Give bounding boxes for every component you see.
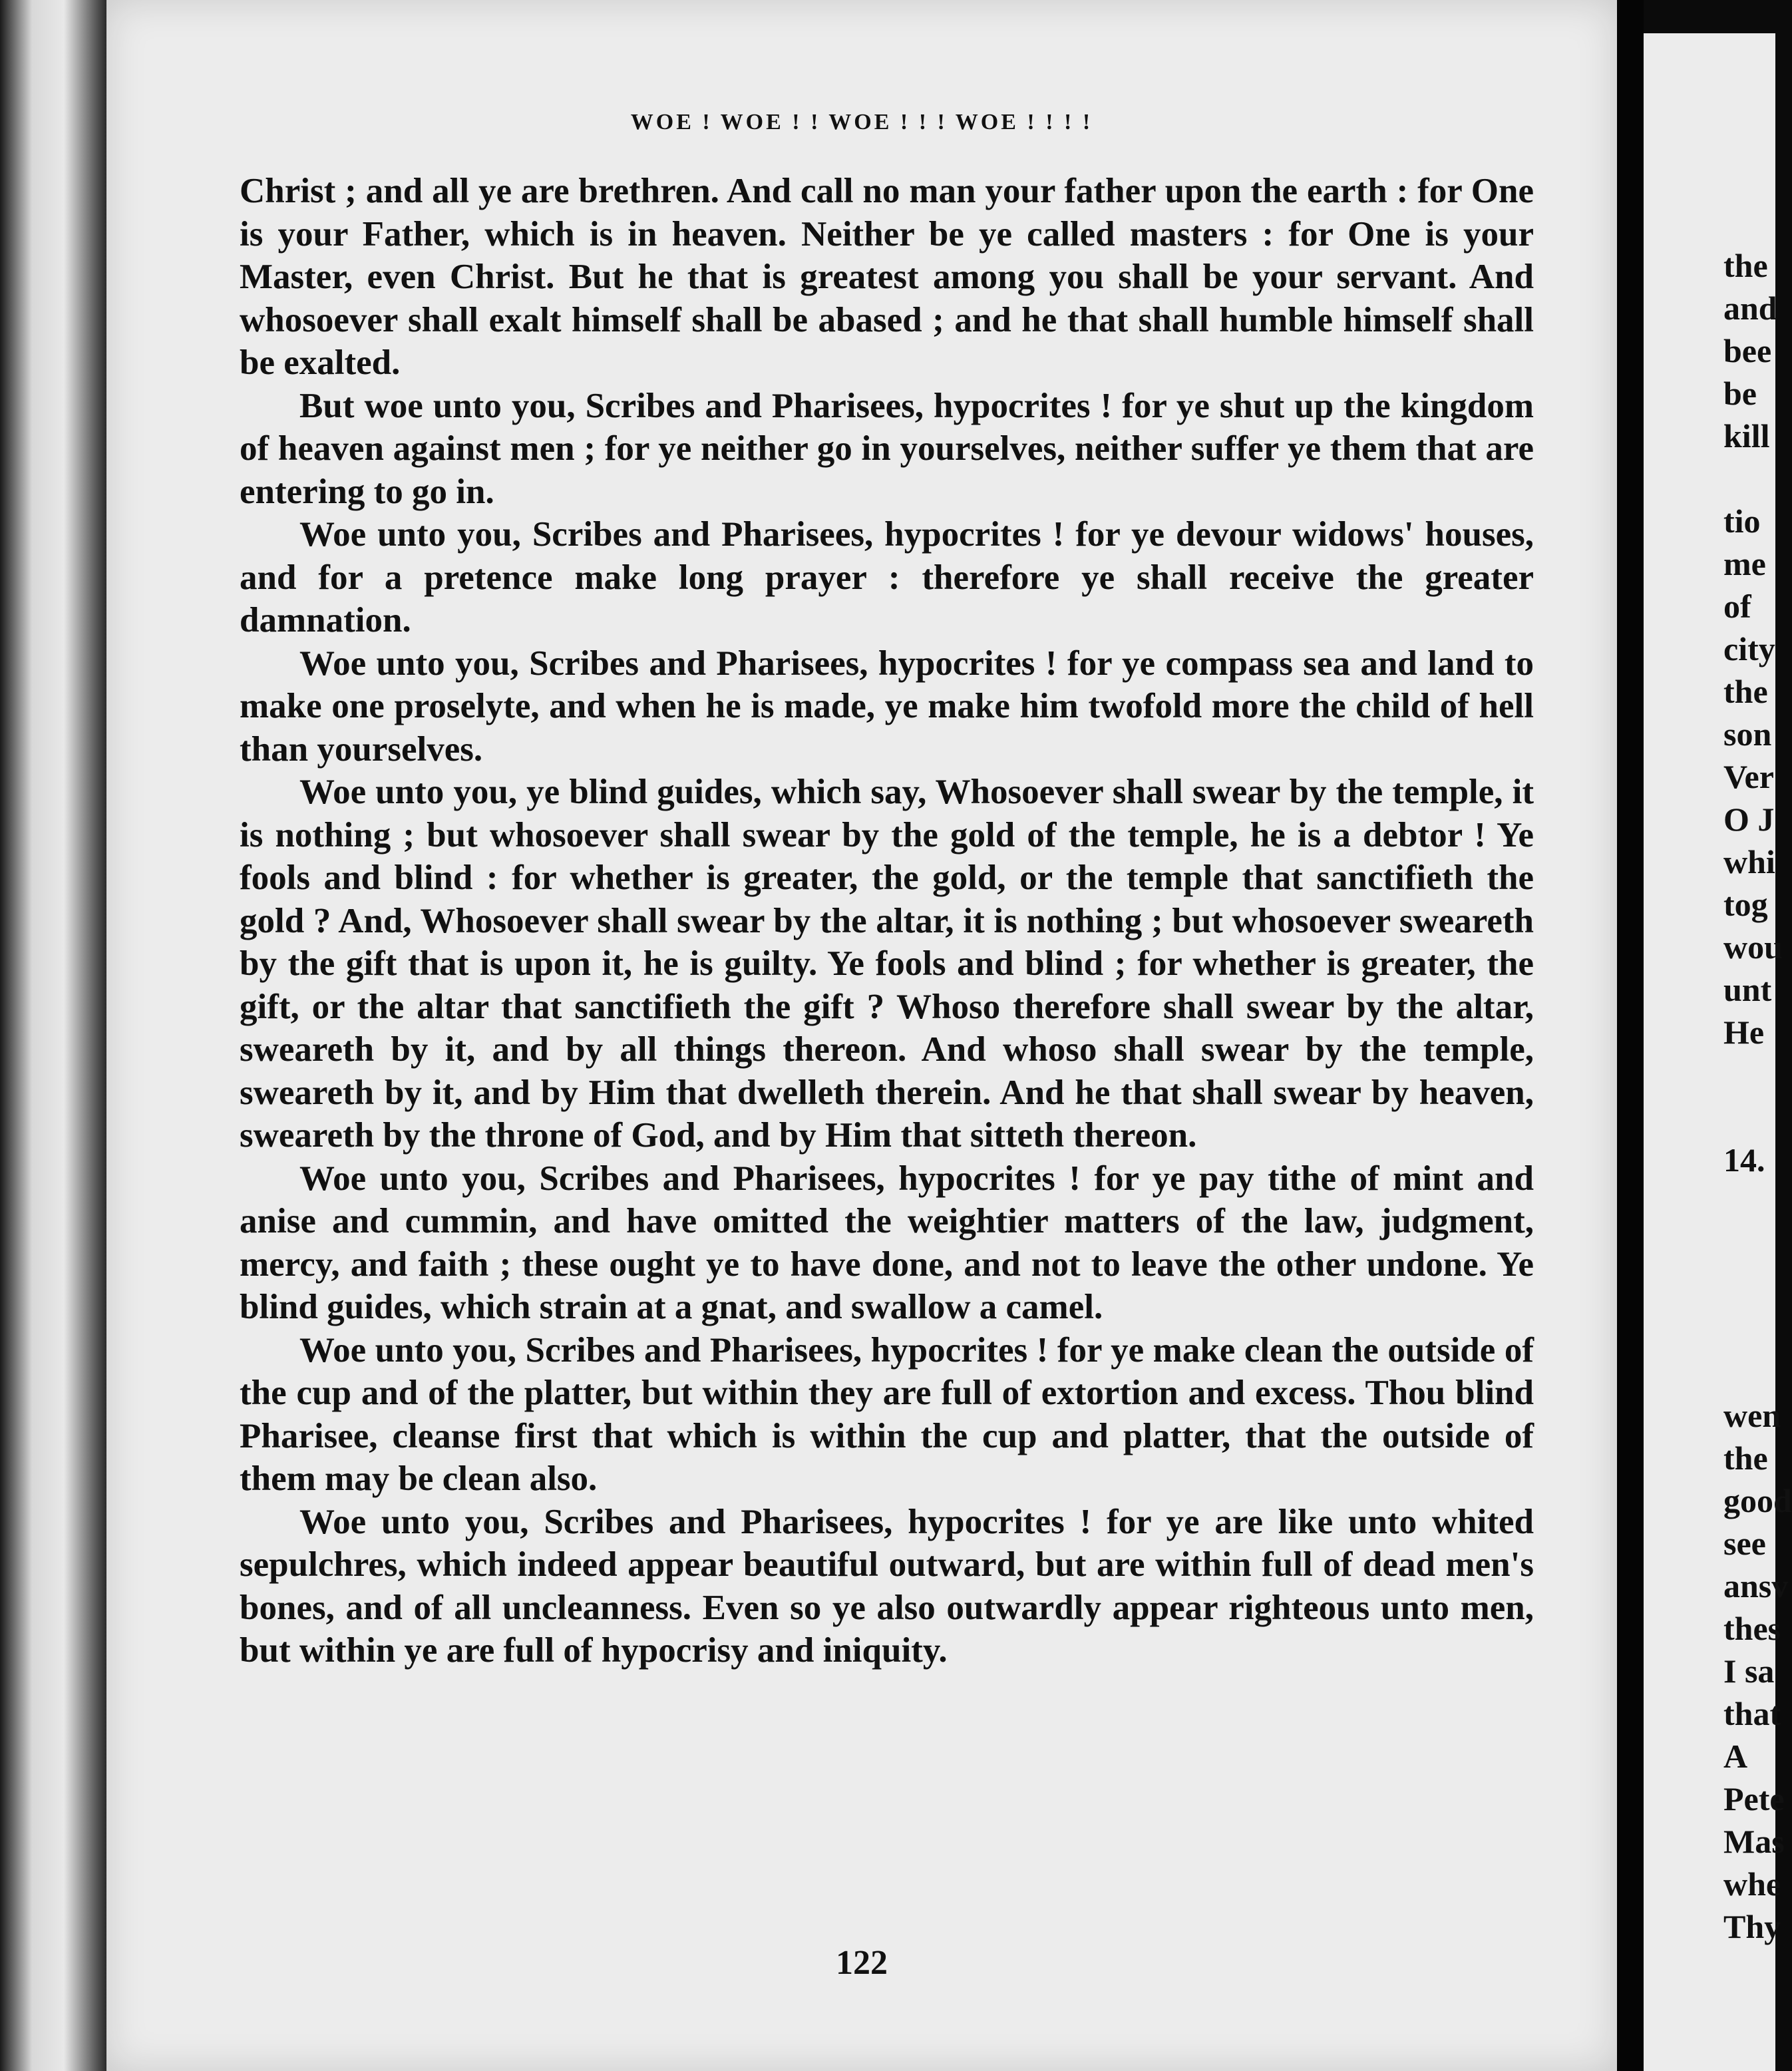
facing-page-line: thes	[1723, 1610, 1781, 1647]
paragraph: Woe unto you, Scribes and Pharisees, hypocrites ! for ye compass sea and land to make one proselyte, and when he is made, ye make him twofold more the child of hell than yourselves.	[240, 644, 1534, 769]
facing-page-line: tio	[1723, 502, 1761, 540]
facing-page-line: 14.	[1723, 1141, 1765, 1179]
facing-page-line: son	[1723, 715, 1772, 753]
facing-page-line: the	[1723, 673, 1768, 710]
facing-page-fragment	[1644, 33, 1792, 2071]
facing-page-line: Mas	[1723, 1823, 1785, 1860]
paragraph: Woe unto you, ye blind guides, which say, Whosoever shall swear by the temple, it is nothing ; but whosoever shall swear by the gold of the temple, he is a debtor ! Ye fools and blind : for whether is greater, the gold, or the temple that sanctifieth the gold ? And, Whosoever shall swear by the altar, it is nothing ; but whosoever sweareth by the gift that is upon it, he is guilty. Ye fools and blind ; for whether is greater, the gift, or the altar that sanctifieth the gift ? Whoso therefore shall swear by the altar, sweareth by it, and by all things thereon. And whoso shall swear by the temple, sweareth by it, and by Him that dwelleth therein. And he that shall swear by heaven, sweareth by the throne of God, and by Him that sitteth thereon.	[240, 773, 1534, 1155]
facing-page-line: wen	[1723, 1397, 1781, 1434]
facing-page-line: city	[1723, 630, 1775, 667]
facing-page-line: ansv	[1723, 1567, 1789, 1604]
facing-page-line: and	[1723, 289, 1777, 327]
facing-page-line: of	[1723, 588, 1751, 625]
book-page	[106, 0, 1617, 2071]
facing-page-line: the	[1723, 1439, 1768, 1477]
paragraph: Woe unto you, Scribes and Pharisees, hypocrites ! for ye make clean the outside of the cup and of the platter, but within they are full of extortion and excess. Thou blind Pharisee, cleanse first that which is within the cup and platter, that the outside of them may be clean also.	[240, 1330, 1534, 1498]
facing-page-line: whe	[1723, 1865, 1781, 1903]
running-head: WOE ! WOE ! ! WOE ! ! ! WOE ! ! ! !	[630, 110, 1093, 134]
facing-page-line: whi	[1723, 843, 1775, 880]
page-body	[240, 170, 1534, 1672]
facing-page-line: the	[1723, 247, 1768, 284]
paragraph: But woe unto you, Scribes and Pharisees, hypocrites ! for ye shut up the kingdom of heaven against men ; for ye neither go in yourselves, neither suffer ye them that are entering to go in.	[240, 386, 1534, 511]
book-gutter	[1617, 0, 1644, 2071]
paragraph: Woe unto you, Scribes and Pharisees, hypocrites ! for ye pay tithe of mint and anise and cummin, and have omitted the weightier matters of the law, judgment, mercy, and faith ; these ought ye to have done, and not to leave the other undone. Ye blind guides, which strain at a gnat, and swallow a camel.	[240, 1159, 1534, 1326]
facing-page-line: He	[1723, 1014, 1765, 1051]
paragraph: Woe unto you, Scribes and Pharisees, hypocrites ! for ye devour widows' houses, and for a pretence make long prayer : therefore ye shall receive the greater damnation.	[240, 515, 1534, 640]
facing-page-line: wou	[1723, 928, 1783, 966]
facing-page-line: bee	[1723, 332, 1772, 369]
facing-page-line: tog	[1723, 886, 1768, 923]
facing-page-line: O J	[1723, 801, 1775, 838]
adjacent-page-edge	[0, 0, 106, 2071]
facing-page-line: me	[1723, 545, 1766, 582]
facing-page-line: Ver	[1723, 758, 1774, 795]
facing-page-line: see	[1723, 1525, 1766, 1562]
paragraph: Woe unto you, Scribes and Pharisees, hypocrites ! for ye are like unto whited sepulchres, which indeed appear beautiful outward, but are within full of dead men's bones, and of all uncleanness. Even so ye also outwardly appear righteous unto men, but within ye are full of hypocrisy and iniquity.	[240, 1502, 1534, 1670]
facing-page-line: unt	[1723, 971, 1772, 1008]
facing-page-line: Thy	[1723, 1908, 1781, 1945]
facing-page-line: A	[1723, 1738, 1748, 1775]
facing-page-line: Pete	[1723, 1780, 1785, 1817]
facing-page-line: good	[1723, 1482, 1792, 1519]
facing-page-line: kill	[1723, 417, 1770, 455]
facing-page-line: I sa	[1723, 1652, 1775, 1690]
page-number: 122	[836, 1944, 888, 1982]
facing-page-line: be	[1723, 375, 1757, 412]
paragraph: Christ ; and all ye are brethren. And call no man your father upon the earth : for One is your Father, which is in heaven. Neither be ye called masters : for One is your Master, even Christ. But he that is greatest among you shall be your servant. And whosoever shall exalt himself shall be abased ; and he that shall humble himself shall be exalted.	[240, 172, 1534, 382]
facing-page-line: that	[1723, 1695, 1781, 1732]
